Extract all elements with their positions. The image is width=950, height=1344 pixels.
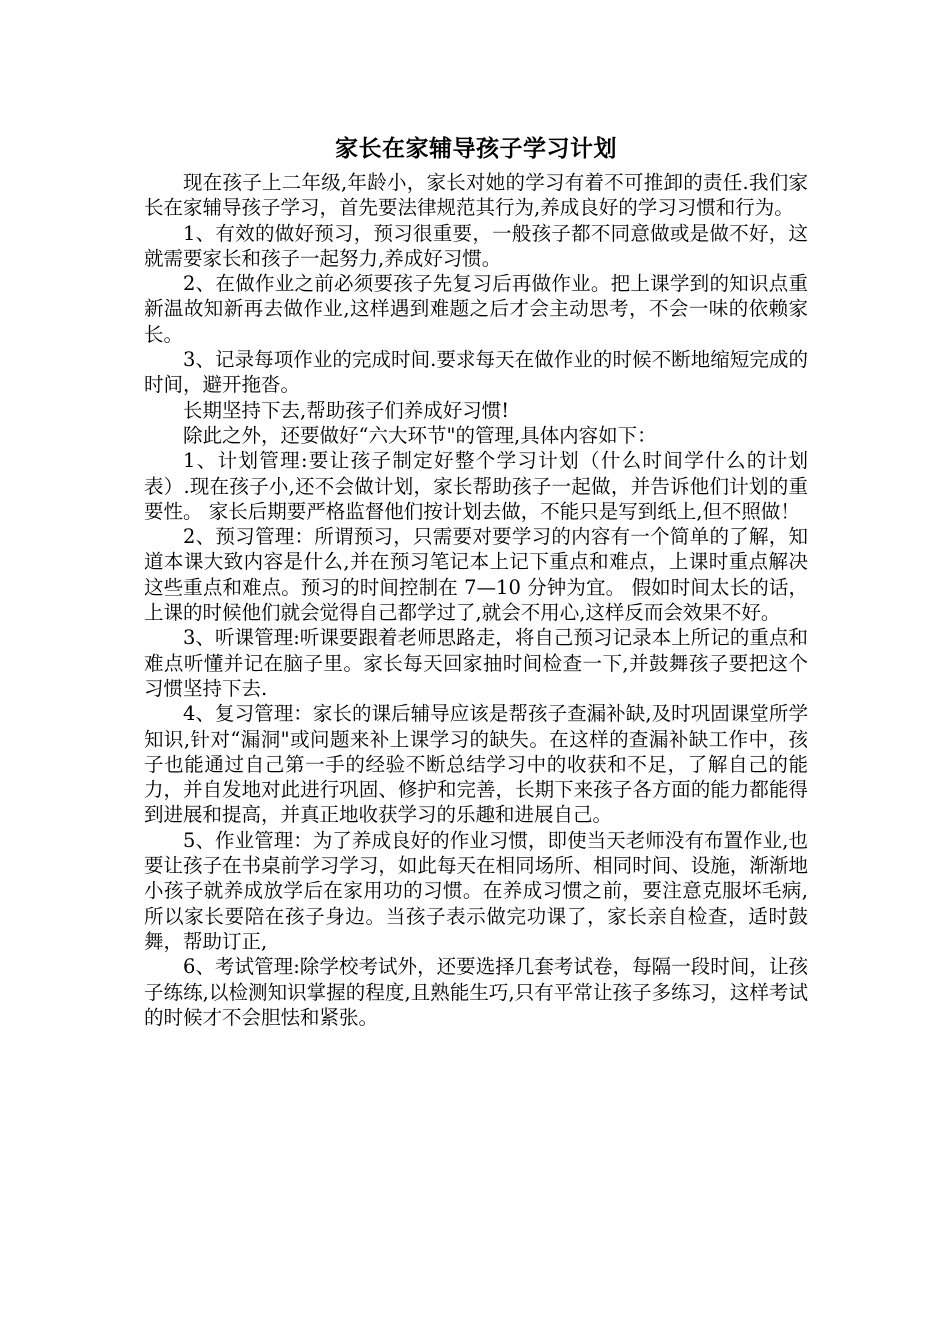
paragraph-review-management: 4、复习管理：家长的课后辅导应该是帮孩子查漏补缺,及时巩固课堂所学知识,针对“漏洞"或问题来补上课学习的缺失。在这样的查漏补缺工作中，孩子也能通过自己第一手的经验不断总结学习中的收获和不足，了解自己的能力，并自发地对此进行巩固、修护和完善，长期下来孩子各方面的能力都能得到进展和提高，并真正地收获学习的乐趣和进展自己。: [144, 702, 808, 827]
document-title: 家长在家辅导孩子学习计划: [335, 135, 617, 162]
document-page: [144, 132, 808, 1030]
paragraph-point-1: 1、有效的做好预习，预习很重要，一般孩子都不同意做或是做不好，这就需要家长和孩子一起努力,养成好习惯。: [144, 221, 808, 270]
paragraph-intro: 现在孩子上二年级,年龄小，家长对她的学习有着不可推卸的责任.我们家长在家辅导孩子学习，首先要法律规范其行为,养成良好的学习习惯和行为。: [144, 171, 808, 220]
paragraph-persist: 长期坚持下去,帮助孩子们养成好习惯!: [183, 398, 510, 422]
paragraph-six-links-intro: 除此之外，还要做好“六大环节"的管理,具体内容如下：: [183, 423, 657, 447]
paragraph-preview-management: 2、预习管理：所谓预习，只需要对要学习的内容有一个简单的了解，知道本课大致内容是什么,并在预习笔记本上记下重点和难点，上课时重点解决这些重点和难点。预习的时间控制在 7—10 分钟为宜。 假如时间太长的话，上课的时候他们就会觉得自己都学过了,就会不用心,这样反而会效果不好。: [144, 525, 808, 625]
paragraph-listening-management: 3、听课管理:听课要跟着老师思路走，将自己预习记录本上所记的重点和难点听懂并记在脑子里。家长每天回家抽时间检查一下,并鼓舞孩子要把这个习惯坚持下去.: [144, 626, 808, 700]
paragraph-point-2: 2、在做作业之前必须要孩子先复习后再做作业。把上课学到的知识点重新温故知新再去做作业,这样遇到难题之后才会主动思考，不会一味的依赖家长。: [144, 272, 808, 346]
paragraph-plan-management: 1、计划管理:要让孩子制定好整个学习计划（什么时间学什么的计划表）.现在孩子小,还不会做计划，家长帮助孩子一起做，并告诉他们计划的重要性。 家长后期要严格监督他们按计划去做，不能只是写到纸上,但不照做！: [144, 449, 808, 523]
paragraph-point-3: 3、记录每项作业的完成时间.要求每天在做作业的时候不断地缩短完成的时间，避开拖沓。: [144, 348, 808, 397]
paragraph-exam-management: 6、考试管理:除学校考试外，还要选择几套考试卷，每隔一段时间，让孩子练练,以检测知识掌握的程度,且熟能生巧,只有平常让孩子多练习，这样考试的时候才不会胆怯和紧张。: [144, 955, 808, 1029]
paragraph-homework-management: 5、作业管理：为了养成良好的作业习惯，即使当天老师没有布置作业,也要让孩子在书桌前学习学习，如此每天在相同场所、相同时间、设施，渐渐地小孩子就养成放学后在家用功的习惯。在养成习惯之前，要注意克服坏毛病,所以家长要陪在孩子身边。当孩子表示做完功课了，家长亲自检查，适时鼓舞，帮助订正,: [144, 828, 808, 953]
